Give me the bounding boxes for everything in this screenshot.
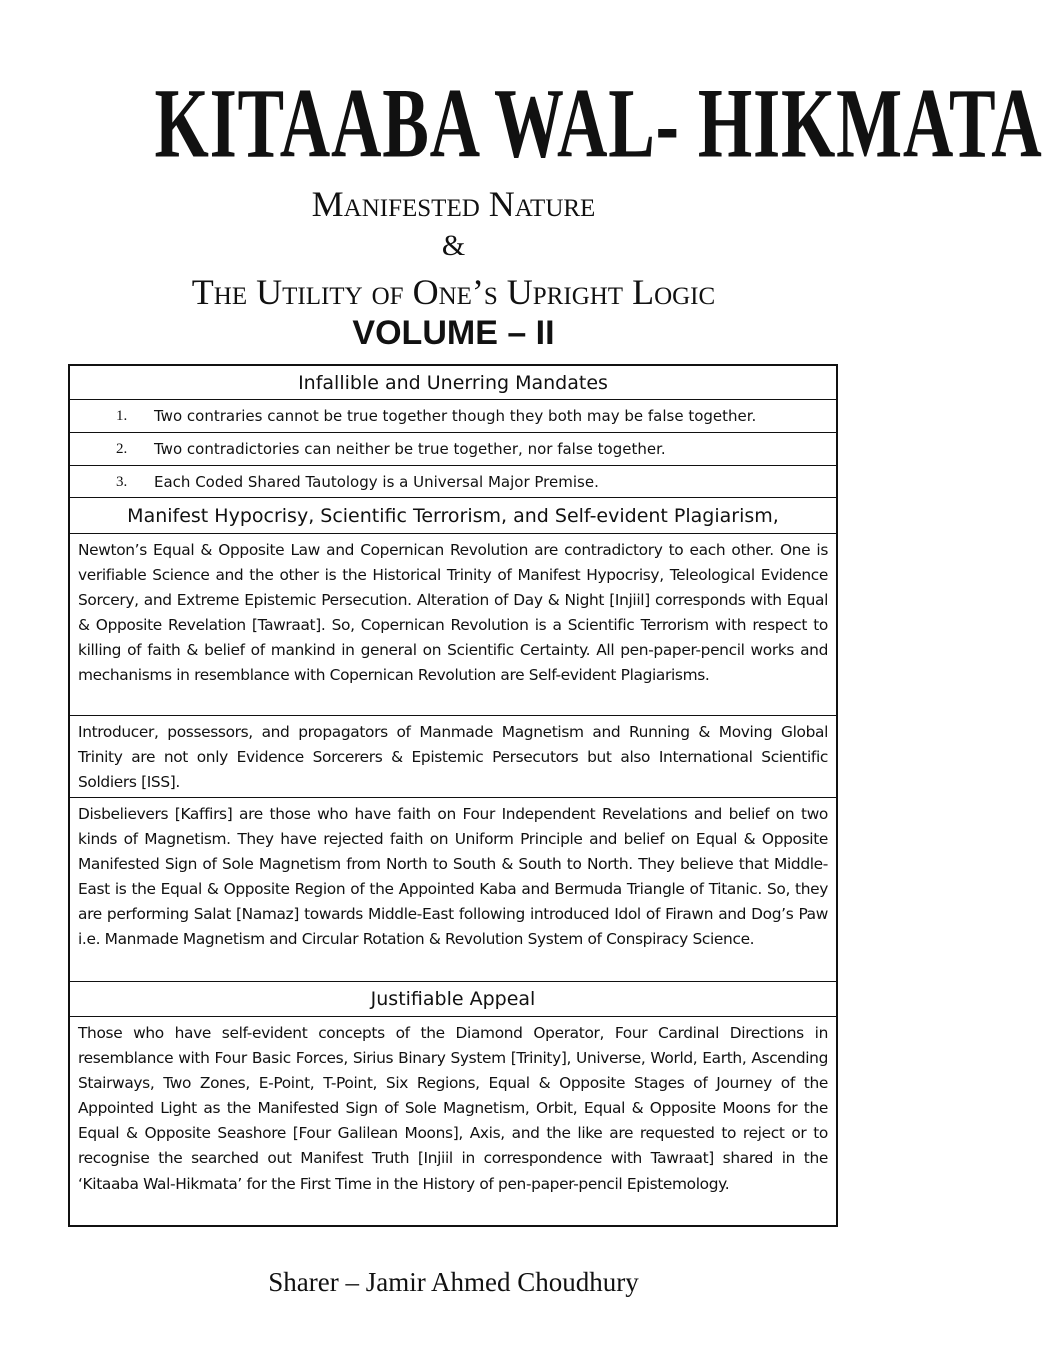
author-line: Sharer – Jamir Ahmed Choudhury [268, 1267, 639, 1297]
paragraph-text: Introducer, possessors, and propagators of Manmade Magnetism and Running & Moving Global Trinity are not only Evidence Sorcerers & Epistemic Persecutors but also International Scientific Soldiers [ISS]. [78, 723, 828, 792]
mandate-number: 3. [116, 474, 128, 490]
paragraph-text: Newton’s Equal & Opposite Law and Copernican Revolution are contradictory to each other. One is verifiable Science and the other is the Historical Trinity of Manifest Hypocrisy, Teleological Evidence Sorcery, and Extreme Epistemic Persecution. Alteration of Day & Night [Injiil] corresponds with Equal & Opposite Revelation [Tawraat]. So, Copernican Revolution is a Scientific Terrorism with respect to killing of faith & belief of mankind in general on Scientific Certainty. All pen-paper-pencil works and mechanisms in resemblance with Copernican Revolution are Self-evident Plagiarisms. [78, 541, 828, 685]
paragraph-text: Disbelievers [Kaffirs] are those who have faith on Four Independent Revelations and belief on two kinds of Magnetism. They have rejected faith on Uniform Principle and belief on Equal & Opposite Manifested Sign of Sole Magnetism from North to South & South to North. They believe that Middle-East is the Equal & Opposite Region of the Appointed Kaba and Bermuda Triangle of Titanic. So, they are performing Salat [Namaz] towards Middle-East following introduced Idol of Firawn and Dog’s Paw i.e. Manmade Magnetism and Circular Rotation & Revolution System of Conspiracy Science. [78, 805, 828, 949]
subtitle-upright-logic: The Utility of One’s Upright Logic [191, 272, 716, 312]
book-title: KITAABA WAL- HIKMATA [154, 67, 1042, 178]
content-table [68, 364, 838, 1227]
mandate-text: Each Coded Shared Tautology is a Universal Major Premise. [154, 473, 599, 491]
paragraph-introducer [70, 716, 836, 798]
paragraph-disbelievers [70, 798, 836, 982]
mandate-number: 2. [116, 441, 128, 457]
mandate-text: Two contradictories can neither be true together, nor false together. [154, 440, 666, 458]
subtitle-manifested-nature: Manifested Nature [311, 184, 596, 224]
paragraph-text: Those who have self-evident concepts of the Diamond Operator, Four Cardinal Directions in resemblance with Four Basic Forces, Sirius Binary System [Trinity], Universe, World, Earth, Ascending Stairways, Two Zones, E-Point, T-Point, Six Regions, Equal & Opposite Stages of Journey of the Appointed Light as the Manifested Sign of Sole Magnetism, Orbit, Equal & Opposite Moons for the Equal & Opposite Seashore [Four Galilean Moons], Axis, and the like are requested to reject or to recognise the searched out Manifest Truth [Injiil in correspondence with Tawraat] shared in the ‘Kitaaba Wal-Hikmata’ for the First Time in the History of pen-paper-pencil Epistemology. [78, 1024, 828, 1193]
mandates-heading: Infallible and Unerring Mandates [70, 366, 836, 400]
paragraph-appeal [70, 1017, 836, 1225]
mandate-number: 1. [116, 408, 128, 424]
paragraph-copernican [70, 534, 836, 716]
volume-label: VOLUME – II [352, 314, 555, 352]
mandate-item [70, 400, 836, 433]
mandate-item [70, 466, 836, 498]
subtitle-ampersand: & [441, 229, 466, 262]
hypocrisy-heading: Manifest Hypocrisy, Scientific Terrorism, and Self-evident Plagiarism, [70, 498, 836, 534]
mandate-text: Two contraries cannot be true together though they both may be false together. [154, 407, 757, 425]
appeal-heading: Justifiable Appeal [70, 982, 836, 1017]
mandate-item [70, 433, 836, 466]
